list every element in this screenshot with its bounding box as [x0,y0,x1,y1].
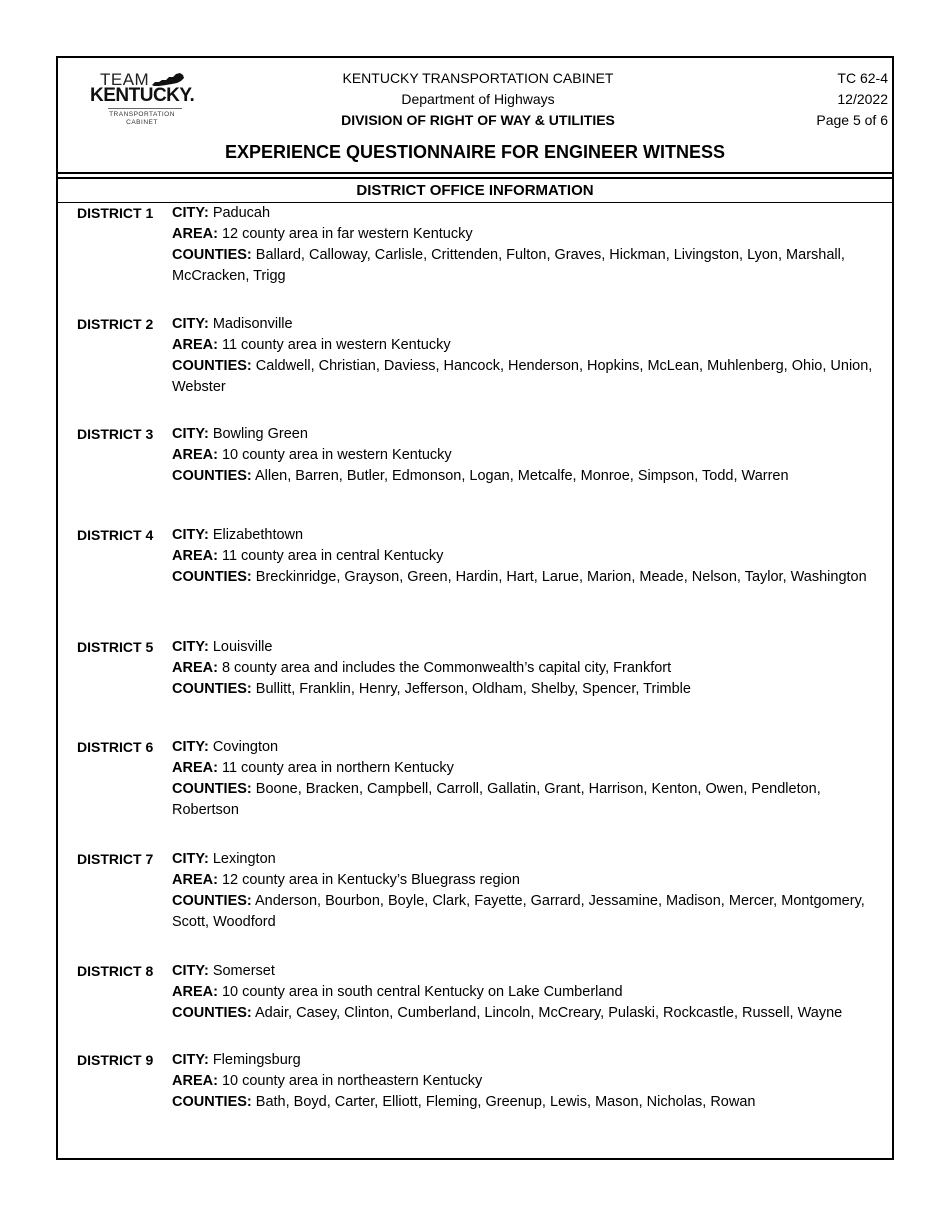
district-label: DISTRICT 4 [77,527,154,543]
form-page [56,56,894,1160]
department-name: Department of Highways [401,91,555,107]
area-value: 8 county area and includes the Commonwealth’s capital city, Frankfort [221,660,672,676]
city-value: Elizabethtown [212,527,304,543]
counties-value: Breckinridge, Grayson, Green, Hardin, Hart, Larue, Marion, Meade, Nelson, Taylor, Washington [255,569,867,585]
district-details [172,203,888,287]
counties-line [172,779,888,821]
area-label: AREA: [172,760,218,776]
city-line [172,314,888,335]
counties-line [172,891,888,933]
district-details [172,961,888,1024]
area-line [172,335,888,356]
counties-label: COUNTIES: [172,569,252,585]
district-label: DISTRICT 3 [77,426,154,442]
district-details [172,737,888,821]
form-number: TC 62-4 [837,70,888,86]
district-label: DISTRICT 6 [77,739,154,755]
area-label: AREA: [172,1073,218,1089]
counties-value: Caldwell, Christian, Daviess, Hancock, Henderson, Hopkins, McLean, Muhlenberg, Ohio, Union, Webster [172,358,873,395]
city-value: Lexington [212,851,276,867]
city-label: CITY: [172,1052,209,1068]
counties-line [172,1092,888,1113]
counties-line [172,245,888,287]
city-value: Somerset [212,963,275,979]
counties-label: COUNTIES: [172,1005,252,1021]
city-label: CITY: [172,426,209,442]
area-line [172,658,888,679]
city-value: Madisonville [212,316,293,332]
city-label: CITY: [172,739,209,755]
form-title: EXPERIENCE QUESTIONNAIRE FOR ENGINEER WITNESS [224,142,726,162]
area-value: 11 county area in northern Kentucky [221,760,454,776]
city-label: CITY: [172,205,209,221]
counties-label: COUNTIES: [172,468,252,484]
counties-line [172,567,888,588]
district-label: DISTRICT 7 [77,851,154,867]
area-line [172,870,888,891]
area-line [172,546,888,567]
city-line [172,637,888,658]
counties-line [172,679,888,700]
form-header [58,58,892,174]
counties-label: COUNTIES: [172,1094,252,1110]
logo-kentucky-text: KENTUCKY. [90,85,195,106]
area-value: 10 county area in western Kentucky [221,447,452,463]
counties-label: COUNTIES: [172,247,252,263]
counties-label: COUNTIES: [172,358,252,374]
city-label: CITY: [172,527,209,543]
form-revision-date: 12/2022 [837,91,888,107]
city-line [172,525,888,546]
counties-value: Anderson, Bourbon, Boyle, Clark, Fayette, Garrard, Jessamine, Madison, Mercer, Montgomery, Scott, Woodford [172,893,865,930]
district-label: DISTRICT 8 [77,963,154,979]
form-id-block [768,68,888,131]
district-label: DISTRICT 1 [77,205,154,221]
district-label: DISTRICT 5 [77,639,154,655]
team-kentucky-logo [90,70,194,126]
city-line [172,849,888,870]
counties-label: COUNTIES: [172,781,252,797]
area-label: AREA: [172,447,218,463]
area-value: 10 county area in south central Kentucky on Lake Cumberland [221,984,623,1000]
logo-team-text: TEAM [100,70,150,89]
counties-value: Boone, Bracken, Campbell, Carroll, Gallatin, Grant, Harrison, Kenton, Owen, Pendleton, Robertson [172,781,821,818]
city-line [172,1050,888,1071]
area-label: AREA: [172,226,218,242]
area-line [172,445,888,466]
counties-value: Allen, Barren, Butler, Edmonson, Logan, Metcalfe, Monroe, Simpson, Todd, Warren [254,468,789,484]
area-value: 12 county area in Kentucky’s Bluegrass region [221,872,520,888]
city-label: CITY: [172,316,209,332]
counties-value: Bath, Boyd, Carter, Elliott, Fleming, Greenup, Lewis, Mason, Nicholas, Rowan [255,1094,756,1110]
counties-value: Adair, Casey, Clinton, Cumberland, Lincoln, McCreary, Pulaski, Rockcastle, Russell, Wayne [254,1005,843,1021]
district-label: DISTRICT 2 [77,316,154,332]
area-value: 12 county area in far western Kentucky [221,226,473,242]
section-title: DISTRICT OFFICE INFORMATION [58,177,892,203]
logo-subtitle-transportation: TRANSPORTATION [109,111,175,118]
counties-line [172,356,888,398]
logo-subtitle-cabinet: CABINET [126,119,158,126]
counties-value: Bullitt, Franklin, Henry, Jefferson, Oldham, Shelby, Spencer, Trimble [255,681,691,697]
city-label: CITY: [172,639,209,655]
city-value: Louisville [212,639,273,655]
area-value: 11 county area in western Kentucky [221,337,451,353]
area-line [172,1071,888,1092]
district-details [172,525,888,588]
city-label: CITY: [172,851,209,867]
city-line [172,737,888,758]
city-line [172,424,888,445]
city-value: Bowling Green [212,426,308,442]
area-label: AREA: [172,984,218,1000]
logo-divider [108,108,182,109]
agency-block [288,68,668,131]
district-details [172,314,888,398]
district-label: DISTRICT 9 [77,1052,154,1068]
area-label: AREA: [172,660,218,676]
city-line [172,961,888,982]
area-line [172,224,888,245]
counties-line [172,1003,888,1024]
city-label: CITY: [172,963,209,979]
counties-value: Ballard, Calloway, Carlisle, Crittenden, Fulton, Graves, Hickman, Livingston, Lyon, Marshall, McCracken, Trigg [172,247,845,284]
district-details [172,1050,888,1113]
counties-label: COUNTIES: [172,681,252,697]
city-value: Paducah [212,205,271,221]
area-label: AREA: [172,872,218,888]
city-line [172,203,888,224]
area-label: AREA: [172,548,218,564]
division-name: DIVISION OF RIGHT OF WAY & UTILITIES [341,112,615,128]
district-details [172,424,888,487]
district-details [172,849,888,933]
agency-name: KENTUCKY TRANSPORTATION CABINET [342,70,614,86]
page-number: Page 5 of 6 [816,112,888,128]
counties-line [172,466,888,487]
area-line [172,982,888,1003]
city-value: Covington [212,739,279,755]
area-line [172,758,888,779]
district-details [172,637,888,700]
counties-label: COUNTIES: [172,893,252,909]
city-value: Flemingsburg [212,1052,301,1068]
area-value: 11 county area in central Kentucky [221,548,444,564]
area-value: 10 county area in northeastern Kentucky [221,1073,483,1089]
area-label: AREA: [172,337,218,353]
